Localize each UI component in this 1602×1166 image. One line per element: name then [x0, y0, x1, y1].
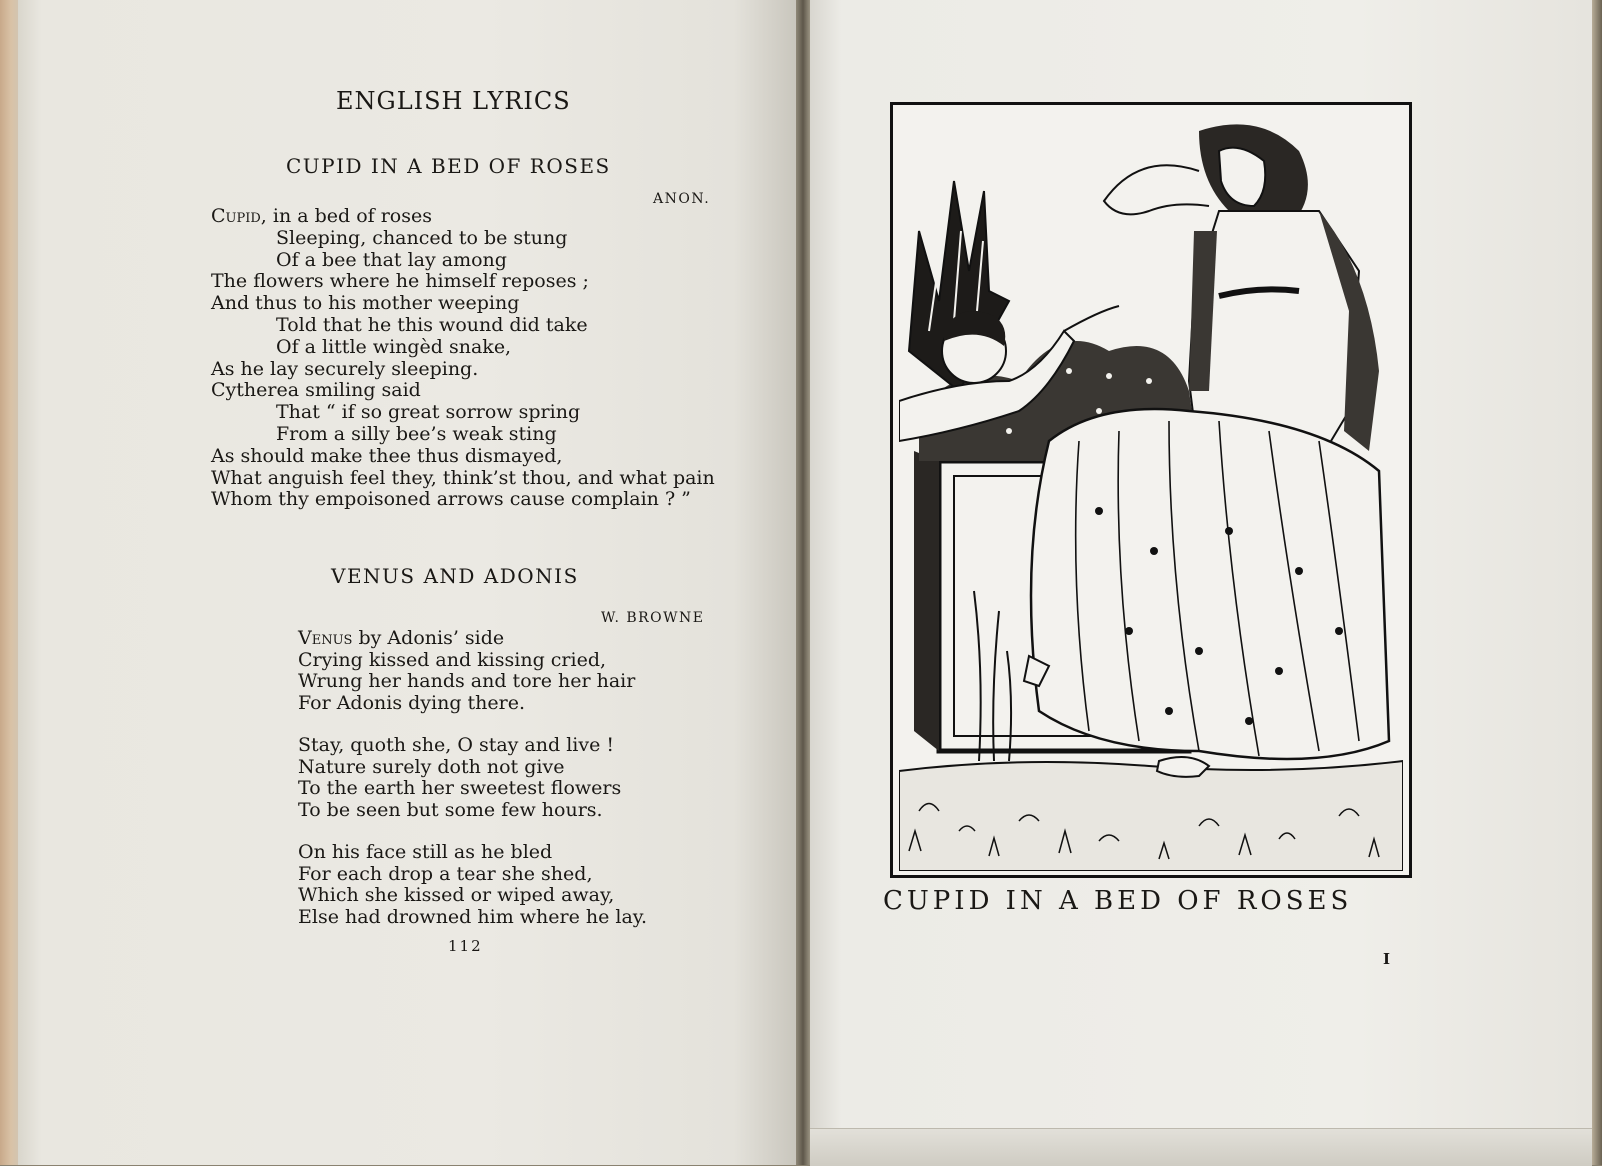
- cupid-venus-illustration: [899, 111, 1403, 871]
- poem1-line: Of a little wingèd snake,: [276, 335, 512, 358]
- poem1-author: ANON.: [653, 191, 711, 207]
- poem1-line: And thus to his mother weeping: [211, 292, 520, 315]
- page-bottom-edge: [810, 1128, 1592, 1166]
- poem2-line: Stay, quoth she, O stay and live !: [298, 734, 615, 756]
- poem1-line-rest: in a bed of roses: [266, 205, 432, 227]
- plate-number: I: [1383, 950, 1393, 968]
- poem1-line: As he lay securely sleeping.: [211, 357, 479, 380]
- poem1-line: Whom thy empoisoned arrows cause complain ? ”: [211, 488, 691, 511]
- poem2-line: Nature surely doth not give: [298, 755, 565, 778]
- poem1-line: That “ if so great sorrow spring: [276, 401, 581, 424]
- book-gutter: [796, 0, 810, 1165]
- poem1-line: From a silly bee’s weak sting: [276, 423, 557, 445]
- poem2-line: For Adonis dying there.: [298, 691, 526, 714]
- poem2-line: Which she kissed or wiped away,: [298, 884, 615, 907]
- poem1-line: The flowers where he himself reposes ;: [211, 270, 589, 293]
- poem2-title: VENUS AND ADONIS: [331, 564, 579, 588]
- poem2-line: Wrung her hands and tore her hair: [298, 670, 636, 693]
- poem2-line: To be seen but some few hours.: [298, 798, 603, 821]
- poem1-title: CUPID IN A BED OF ROSES: [286, 154, 611, 178]
- poem1-line: What anguish feel they, think’st thou, and what pain: [211, 466, 715, 489]
- poem2-line: For each drop a tear she shed,: [298, 862, 593, 885]
- poem2-line: Crying kissed and kissing cried,: [298, 648, 607, 671]
- poem1-line: Sleeping, chanced to be stung: [276, 226, 568, 249]
- poem2-line: Else had drowned him where he lay.: [298, 905, 648, 928]
- poem1-line: Of a bee that lay among: [276, 248, 507, 271]
- poem2-line: On his face still as he bled: [298, 841, 553, 863]
- poem2-author: W. BROWNE: [601, 610, 705, 626]
- poem1-line: [211, 206, 432, 228]
- poem1-line: As should make thee thus dismayed,: [211, 444, 563, 467]
- plate-caption: CUPID IN A BED OF ROSES: [883, 886, 1353, 916]
- poem1-line: Cytherea smiling said: [211, 379, 421, 402]
- poem1-line: Told that he this wound did take: [276, 314, 588, 336]
- right-page-edge: [1592, 0, 1602, 1165]
- poem2-line: Venus by Adonis’ side: [298, 627, 505, 649]
- running-head: ENGLISH LYRICS: [336, 87, 571, 115]
- poem1-first-word: Cupid,: [211, 205, 267, 227]
- page-number: 112: [448, 937, 483, 955]
- poem2-line: To the earth her sweetest flowers: [298, 777, 622, 800]
- illustration-plate: [890, 102, 1412, 878]
